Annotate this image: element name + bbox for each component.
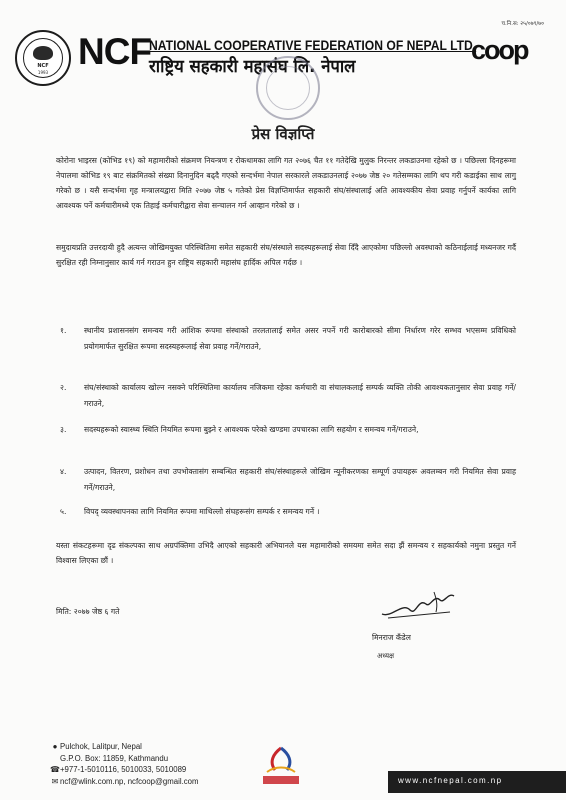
map-pin-icon: ● [52,742,58,751]
list-item-number: ५. [60,507,67,516]
address-line-2: G.P.O. Box: 11859, Kathmandu [60,753,169,763]
visit-nepal-logo [255,744,307,788]
list-item-text: उत्पादन, वितरण, प्रशोधन तथा उपभोक्तासंग सम्बन्धित सहकारी संघ/संस्थाहरूले जोखिम न्यूनीकरणका सम्पूर्ण उपायहरू अवलम्बन गरी नियमित सेवा प्रवाह गर्ने/गराउने, [84,467,516,492]
list-item-text: स्थानीय प्रशासनसंग समन्वय गरी आंशिक रूपमा संस्थाको तरलतालाई समेत असर नपर्ने गरी कारोबारको सीमा निर्धारण गरेर सम्भव भएसम्म प्रविधिको प्रयोगमार्फत सुरक्षित रूपमा सदस्यहरूलाई सेवा प्रवाह गर्ने/गराउने, [84,326,516,351]
organization-name-nepali: राष्ट्रिय सहकारी महासंघ लि. नेपाल [149,57,356,77]
paragraph-intro: कोरोना भाइरस (कोभिड १९) को महामारीको संक्रमण नियन्त्रण र रोकथामका लागि गत २०७६ चैत ११ गतेदेखि मुलुक निरन्तर लकडाउनमा रहेको छ । पछिल्ला दिनहरूमा नेपालमा कोभिड १९ बाट संक्रमितको संख्या दिनानुदिन बढ्दै गएको सन्दर्भमा नेपाल सरकारले लकडाउनलाई २०७७ जेष्ठ २० गतेसम्मका लागि थप गरी कडाईका साथ लागु गरेको छ । यसै सन्दर्भमा गृह मन्त्रालयद्वारा मिति २०७७ जेष्ठ ५ गतेको प्रेस विज्ञप्तिमार्फत सहकारी संघ/संस्थालाई अति आवश्यकीय सेवा प्रवाह गर्नुपर्ने कार्यका लागि आवश्यक पर्ने कर्मचारीमध्ये एक तिहाई कर्मचारीद्वारा सेवा सन्चालन गर्न आव्हान गरेको छ । [56,156,516,210]
website-link[interactable]: www.ncfnepal.com.np [398,776,503,785]
signer-name: मिनराज कँडेल [372,633,411,642]
footer-contact [50,741,198,787]
footer-address [50,741,198,753]
phone-icon: ☎ [50,765,60,774]
list-item-number: ४. [60,467,67,476]
list-item-number: २. [60,383,67,392]
address-line-1: Pulchok, Lalitpur, Nepal [60,742,142,751]
organization-name-english: NATIONAL COOPERATIVE FEDERATION OF NEPAL LTD. [149,38,477,53]
paragraph-closing: यस्ता संकटहरूमा दृढ संकल्पका साथ अग्रपंक्तिमा उभिदै आएको सहकारी अभियानले यस महामारीको समयमा समेत सदा झैं समन्वय र सहकार्यको नमुना प्रस्तुत गर्ने विश्वास लिएका छौं । [56,541,516,565]
seal-label: NCF [37,63,49,69]
signer-title: अध्यक्ष [377,652,395,660]
footer-phone [50,764,198,776]
faded-office-stamp [256,56,320,120]
ncf-wordmark: NCF [78,31,152,72]
list-item-text: सदस्यहरूको स्वास्थ्य स्थिति नियमित रूपमा बुझ्ने र आवश्यक परेको खण्डमा उपचारका लागि सहयोग र समन्वय गर्ने/गराउने, [84,425,419,434]
handwritten-signature [378,588,460,622]
ncf-seal-logo [15,30,71,86]
list-item-text: विपद् व्यवस्थापनका लागि नियमित रूपमा माथिल्लो संघहरूसंग सम्पर्क र समन्वय गर्ने । [84,507,320,516]
reference-number: च.नि.स: २५/०७९/७० [501,21,544,27]
handshake-icon [33,46,53,60]
document-title: प्रेस विज्ञप्ति [251,125,315,143]
paragraph-appeal: समुदायप्रति उत्तरदायी हुदै अत्यन्त जोखिमयुक्त परिस्थितिमा समेत सहकारी संघ/संस्थाले सदस्यहरूलाई सेवा दिँदै आएकोमा पछिल्लो अवस्थाको कठिनाईलाई मध्यनजर गर्दै सुरक्षित रही निम्नानुसार कार्य गर्न गराउन हुन राष्ट्रिय सहकारी महासंघ हार्दिक अपिल गर्दछ । [56,243,516,267]
footer-email [50,776,198,788]
email-addresses: ncf@wlink.com.np, ncfcoop@gmail.com [60,776,199,786]
document-date: मिति: २०७७ जेष्ठ ६ गते [56,607,120,616]
list-item-text: संघ/संस्थाको कार्यालय खोल्न नसक्ने परिस्थितिमा कार्यालय नजिकमा रहेका कर्मचारी वा संचालकलाई सम्पर्क व्यक्ति तोकी आवश्यकतानुसार सेवा प्रवाह गर्ने/गराउने, [84,383,516,408]
stamp-inner-ring [266,66,310,110]
footer-po-box [50,753,198,765]
coop-logo: coop [471,35,528,65]
phone-numbers: +977-1-5010116, 5010033, 5010089 [60,765,187,774]
seal-year: 1993 [37,70,49,75]
list-item-number: १. [60,326,67,335]
email-icon: ✉ [51,776,59,786]
list-item-number: ३. [60,425,67,434]
